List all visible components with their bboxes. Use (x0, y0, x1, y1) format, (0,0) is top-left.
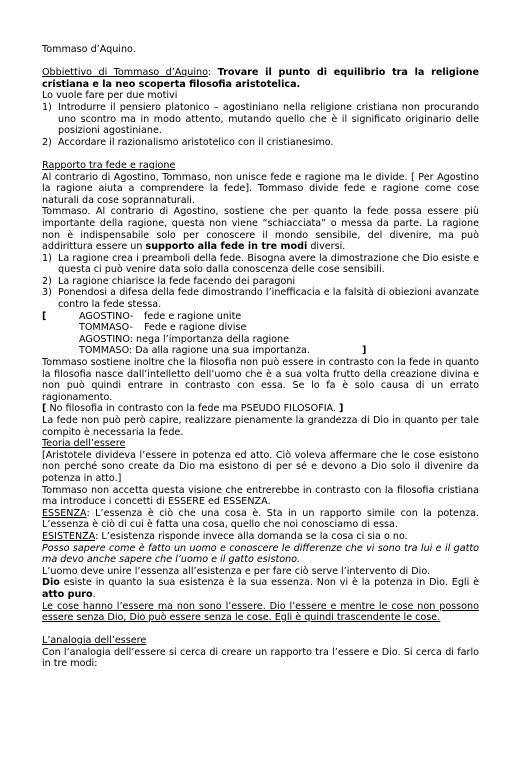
bold-text: supporto alla fede in tre modi (145, 241, 308, 253)
comparison-row (42, 311, 479, 323)
bold-text: atto puro (42, 588, 93, 600)
comparison-line: AGOSTINO: nega l’importanza della ragione (79, 333, 289, 345)
comparison-line: TOMMASO: Da alla ragione una sua importanza. (79, 345, 310, 357)
list-item (42, 102, 479, 137)
term-label: ESSENZA (42, 507, 87, 519)
objective-statement: Trovare il punto di equilibrio tra la religione cristiana e la neo scoperta filosofia aristotelica. (42, 67, 479, 90)
comparison-value: fede e ragione unite (144, 310, 242, 322)
list-text: La ragione crea i preamboli della fede. Bisogna avere la dimostrazione che Dio esiste e questa ci può venire data solo dalla conoscenza delle cose sensibili. (58, 252, 479, 276)
paragraph: Con l’analogia dell’essere si cerca di creare un rapporto tra l’essere e Dio. Si cerca di farlo in tre modi: (42, 646, 479, 670)
comparison-block (42, 311, 479, 357)
section-heading-rapporto: Rapporto tra fede e ragione (42, 159, 176, 171)
underlined-paragraph: Le cose hanno l’essere ma non sono l’essere. Dio l’essere e mentre le cose non possono essere senza Dio, Dio può essere senza le cose. Egli è quindi trascendente le cose. (42, 600, 479, 624)
text-run: Tommaso. Al contrario di Agostino, sostiene che per quanto la fede possa essere più importante della ragione, questa non viene “schiacciata” o messa da parte. La ragione non è indispensabile solo per conoscere il mondo sensibile, del divenire, ma può addirittura essere un (42, 206, 479, 253)
term-label: ESISTENZA (42, 530, 96, 542)
note-paragraph (42, 403, 479, 415)
list-item (42, 253, 479, 276)
list-item (42, 287, 479, 310)
paragraph: Tommaso non accetta questa visione che entrerebbe in contrasto con la filosofia cristiana ma introduce i concetti di ESSERE ed ESSENZA. (42, 484, 479, 508)
list-text: Ponendosi a difesa della fede dimostrando l’inefficacia e la falsità di obiezioni avanzate contro la fede stessa. (58, 287, 479, 311)
comparison-row (42, 322, 479, 334)
bracket-close: ] (362, 345, 367, 357)
list-text: La ragione chiarisce la fede facendo dei paragoni (58, 275, 296, 287)
list-item (42, 276, 479, 288)
reasons-intro: Lo vuole fare per due motivi (42, 90, 178, 102)
list-number: 1) (42, 101, 52, 113)
esistenza-paragraph (42, 531, 479, 543)
bracket-open: [ (42, 403, 47, 415)
text-run: diversi. (307, 241, 346, 253)
list-number: 2) (42, 136, 52, 148)
text-run: : L’esistenza risponde invece alla domanda se la cosa ci sia o no. (95, 530, 408, 542)
comparison-subject: TOMMASO- (79, 322, 133, 334)
paragraph: [Aristotele divideva l’essere in potenza ed atto. Ciò voleva affermare che le cose esistono non perché sono create da Dio ma esistono di per sé e devono a Dio solo il divenire da potenza in atto.] (42, 449, 479, 484)
text-run: esiste in quanto la sua esistenza è la sua essenza. Non vi è la potenza in Dio. Egli è (59, 577, 479, 589)
reasons-list (42, 102, 479, 148)
essenza-paragraph (42, 508, 479, 531)
bracket-open: [ (42, 310, 47, 322)
list-text: Accordare il razionalismo aristotelico con il cristianesimo. (58, 136, 334, 148)
comparison-subject: AGOSTINO- (79, 310, 134, 322)
paragraph: Al contrario di Agostino, Tommaso, non unisce fede e ragione ma le divide. [ Per Agostino la ragione aiuta a comprendere la fede]. Tommaso divide fede e ragione come cose naturali da cose soprannaturali. (42, 171, 479, 206)
spacer (42, 148, 479, 160)
section-heading-essere: Teoria dell’essere (42, 438, 126, 450)
bold-text: Dio (42, 577, 60, 589)
note-text: No filosofia in contrasto con la fede ma PSEUDO FILOSOFIA. (46, 403, 340, 415)
list-number: 2) (42, 275, 52, 287)
paragraph (42, 206, 479, 252)
text-run: : L’essenza è ciò che una cosa è. Sta in un rapporto simile con la potenza. L’essenza è ciò di cui è fatta una cosa, quello che noi conosciamo di essa. (42, 507, 479, 531)
document-page (42, 44, 479, 670)
document-title: Tommaso d’Aquino. (42, 44, 136, 55)
comparison-row (42, 334, 479, 346)
comparison-row (42, 345, 479, 357)
list-item (42, 137, 479, 149)
objective-paragraph (42, 67, 479, 90)
dio-paragraph (42, 577, 479, 600)
paragraph: La fede non può però capire, realizzare pienamente la grandezza di Dio in quanto per tale compito è necessaria la fede. (42, 415, 479, 438)
spacer (42, 624, 479, 636)
list-number: 3) (42, 287, 52, 299)
paragraph: Tommaso sostiene inoltre che la filosofia non può essere in contrasto con la fede in quanto la filosofia nasce dall’intelletto dell’uomo che è a sua volta frutto della creazione divina e non può quindi entrare in contrasto con essa. Se lo fa è solo causa di un errato ragionamento. (42, 357, 479, 403)
paragraph: L’uomo deve unire l’essenza all’esistenza e per fare ciò serve l’intervento di Dio. (42, 565, 431, 577)
example-paragraph: Posso sapere come è fatto un uomo e conoscere le differenze che vi sono tra lui e il gatto ma devo anche sapere che l’uomo e il gatto esistono. (42, 542, 479, 566)
section-heading-analogia: L’analogia dell’essere (42, 635, 147, 647)
objective-colon: : (207, 67, 218, 79)
text-run: . (92, 588, 96, 600)
list-text: Introdurre il pensiero platonico – agostiniano nella religione cristiana non procurando uno scontro ma in modo attento, mutando quello che è il significato originario delle posizioni agostiniane. (58, 101, 479, 137)
comparison-value: Fede e ragione divise (144, 322, 247, 334)
bracket-close: ] (339, 403, 344, 415)
list-number: 1) (42, 252, 52, 264)
spacer (42, 56, 479, 68)
objective-label: Obbiettivo di Tommaso d’Aquino (42, 67, 208, 79)
ways-list (42, 253, 479, 311)
